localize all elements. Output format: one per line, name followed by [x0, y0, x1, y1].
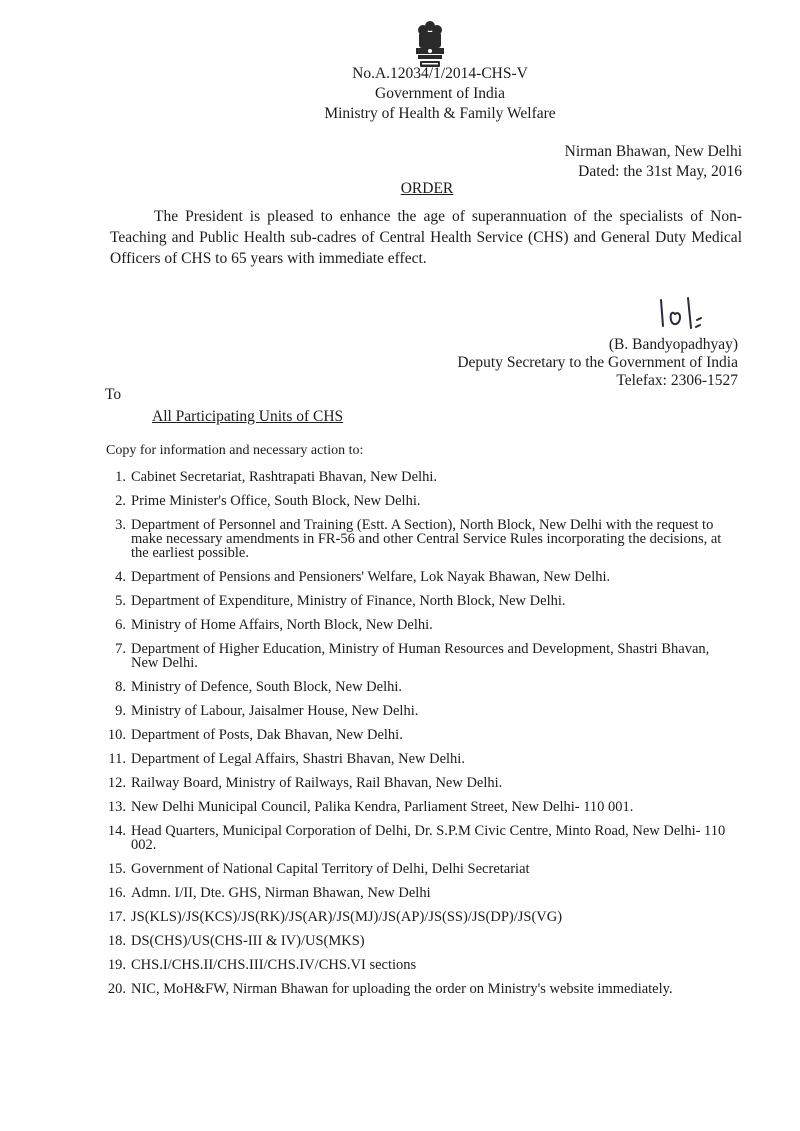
- list-item: [100, 982, 740, 996]
- list-item: [100, 704, 740, 718]
- list-item-number: 17.: [107, 909, 126, 925]
- list-item-text: DS(CHS)/US(CHS-III & IV)/US(MKS): [131, 933, 365, 949]
- handwritten-signature: [655, 294, 725, 332]
- list-item-number: 2.: [115, 493, 126, 509]
- list-item-number: 5.: [115, 593, 126, 609]
- list-item-text: NIC, MoH&FW, Nirman Bhawan for uploading the order on Ministry's website immediately.: [131, 981, 673, 997]
- list-item: [100, 618, 740, 632]
- list-item-number: 16.: [107, 885, 126, 901]
- list-item-number: 12.: [107, 775, 126, 791]
- list-item-number: 20.: [107, 981, 126, 997]
- list-item-text: Cabinet Secretariat, Rashtrapati Bhavan, New Delhi.: [131, 469, 438, 485]
- file-number: No.A.12034/1/2014-CHS-V: [352, 65, 528, 82]
- list-item-number: 1.: [115, 469, 126, 485]
- list-item-text: Ministry of Defence, South Block, New Delhi.: [131, 679, 403, 695]
- list-item-text: Department of Posts, Dak Bhavan, New Delhi.: [131, 727, 403, 743]
- list-item: [100, 494, 740, 508]
- order-body: The President is pleased to enhance the age of superannuation of the specialists of Non-Teaching and Public Health sub-cadres of Central Health Service (CHS) and General Duty Medical Officers of CHS to 65 years with immediate effect.: [110, 208, 742, 267]
- list-item-number: 10.: [107, 727, 126, 743]
- list-item: [100, 862, 740, 876]
- list-item-text: Prime Minister's Office, South Block, New Delhi.: [131, 493, 421, 509]
- copy-intro: Copy for information and necessary action to:: [106, 443, 364, 458]
- list-item-number: 6.: [115, 617, 126, 633]
- signatory-name: (B. Bandyopadhyay): [608, 336, 738, 353]
- list-item-text: Department of Pensions and Pensioners' Welfare, Lok Nayak Bhawan, New Delhi.: [131, 569, 611, 585]
- list-item-number: 3.: [115, 517, 126, 533]
- government-name: Government of India: [375, 85, 505, 102]
- date: Dated: the 31st May, 2016: [578, 163, 742, 180]
- list-item-text: New Delhi Municipal Council, Palika Kendra, Parliament Street, New Delhi- 110 001.: [131, 799, 634, 815]
- list-item-number: 8.: [115, 679, 126, 695]
- national-emblem-icon: [410, 18, 450, 70]
- order-title: ORDER: [400, 180, 454, 197]
- list-item-text: CHS.I/CHS.II/CHS.III/CHS.IV/CHS.VI sections: [131, 957, 417, 973]
- list-item: [100, 570, 740, 584]
- list-item-text: Head Quarters, Municipal Corporation of Delhi, Dr. S.P.M Civic Centre, Minto Road, New Delhi- 110 002.: [131, 823, 726, 853]
- list-item-number: 13.: [107, 799, 126, 815]
- list-item: [100, 680, 740, 694]
- list-item: [100, 824, 740, 852]
- signatory-block: [457, 336, 738, 390]
- list-item-text: Department of Personnel and Training (Estt. A Section), North Block, New Delhi with the request to make necessary amendments in FR-56 and other Central Service Rules incorporating the decisions, at the earliest possible.: [131, 517, 722, 561]
- list-item: [100, 800, 740, 814]
- list-item-number: 7.: [115, 641, 126, 657]
- list-item-number: 19.: [107, 957, 126, 973]
- list-item-text: Ministry of Home Affairs, North Block, New Delhi.: [131, 617, 433, 633]
- list-item: [100, 776, 740, 790]
- signatory-telefax: Telefax: 2306-1527: [616, 372, 738, 389]
- letter-header: [250, 64, 630, 124]
- list-item: [100, 752, 740, 766]
- addressee: All Participating Units of CHS: [152, 408, 344, 425]
- list-item-number: 15.: [107, 861, 126, 877]
- list-item: [100, 728, 740, 742]
- to-label: To: [105, 386, 122, 403]
- place: Nirman Bhawan, New Delhi: [564, 143, 742, 160]
- list-item: [100, 958, 740, 972]
- list-item: [100, 934, 740, 948]
- list-item-number: 18.: [107, 933, 126, 949]
- list-item-text: Admn. I/II, Dte. GHS, Nirman Bhawan, New Delhi: [131, 885, 431, 901]
- list-item: [100, 642, 740, 670]
- list-item-text: JS(KLS)/JS(KCS)/JS(RK)/JS(AR)/JS(MJ)/JS(AP)/JS(SS)/JS(DP)/JS(VG): [131, 909, 563, 925]
- list-item-number: 11.: [108, 751, 126, 767]
- list-item: [100, 910, 740, 924]
- list-item: [100, 594, 740, 608]
- list-item-text: Department of Legal Affairs, Shastri Bhavan, New Delhi.: [131, 751, 465, 767]
- list-item-text: Ministry of Labour, Jaisalmer House, New Delhi.: [131, 703, 419, 719]
- list-item-number: 4.: [115, 569, 126, 585]
- list-item: [100, 518, 740, 560]
- copy-list: [100, 470, 740, 1006]
- signatory-designation: Deputy Secretary to the Government of India: [457, 354, 738, 371]
- list-item-text: Railway Board, Ministry of Railways, Rail Bhavan, New Delhi.: [131, 775, 503, 791]
- list-item-text: Department of Expenditure, Ministry of Finance, North Block, New Delhi.: [131, 593, 566, 609]
- list-item-text: Government of National Capital Territory of Delhi, Delhi Secretariat: [131, 861, 530, 877]
- list-item-number: 9.: [115, 703, 126, 719]
- ministry-name: Ministry of Health & Family Welfare: [324, 105, 556, 122]
- list-item: [100, 886, 740, 900]
- place-date-block: [565, 142, 742, 182]
- list-item-number: 14.: [107, 823, 126, 839]
- list-item-text: Department of Higher Education, Ministry of Human Resources and Development, Shastri Bhavan, New Delhi.: [131, 641, 710, 671]
- list-item: [100, 470, 740, 484]
